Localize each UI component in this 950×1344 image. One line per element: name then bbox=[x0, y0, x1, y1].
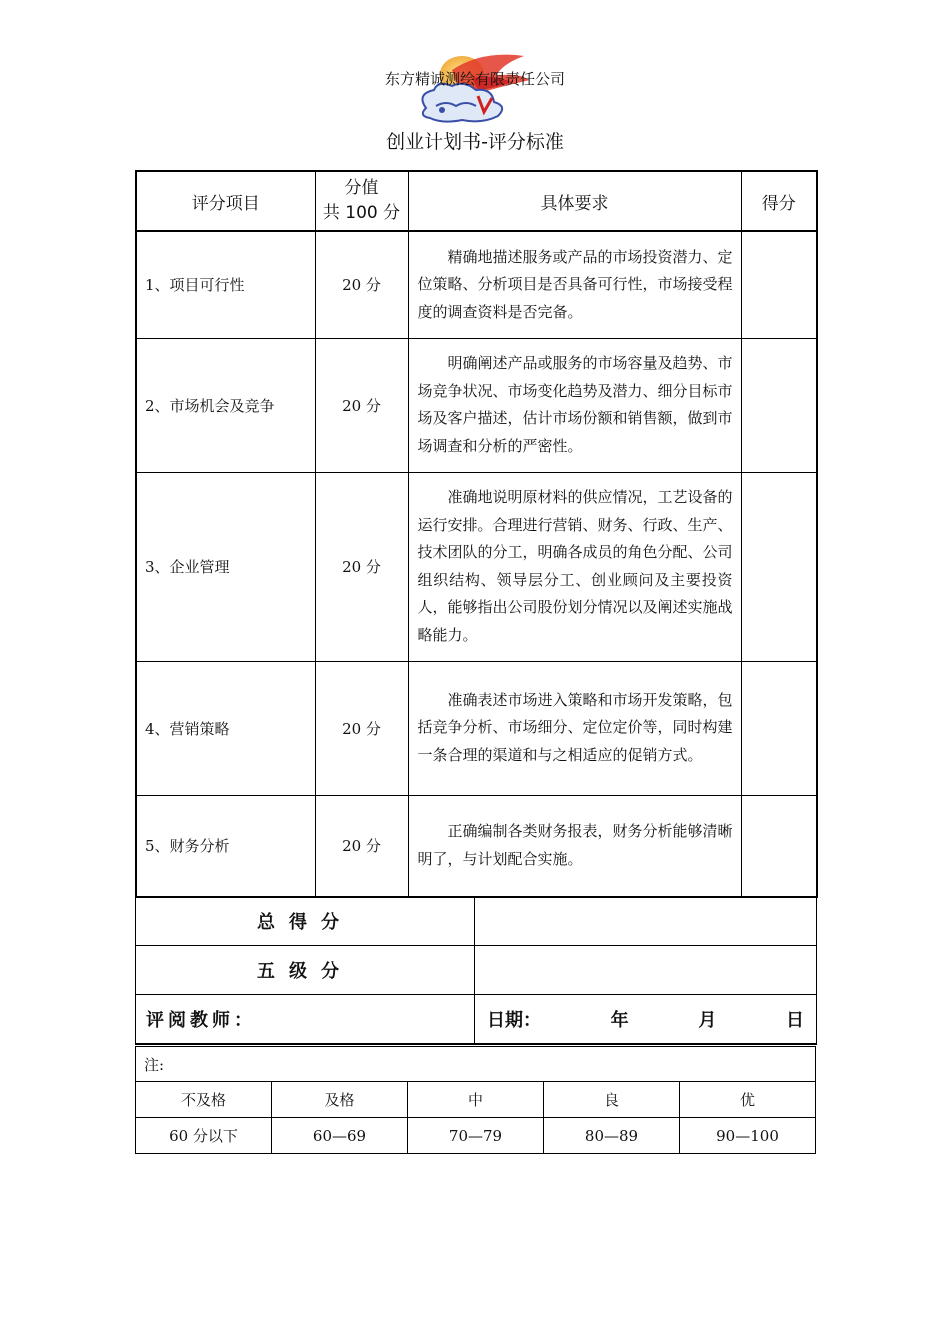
note-row bbox=[136, 1047, 816, 1082]
company-logo-icon bbox=[412, 50, 542, 128]
grade-range: 60—69 bbox=[272, 1118, 408, 1154]
document-title: 创业计划书-评分标准 bbox=[386, 131, 564, 153]
score-cell[interactable] bbox=[741, 338, 817, 472]
grade-level: 中 bbox=[408, 1082, 544, 1118]
level-score-row bbox=[136, 946, 817, 995]
grade-level: 不及格 bbox=[136, 1082, 272, 1118]
row-points: 20 分 bbox=[315, 661, 408, 795]
summary-table bbox=[135, 896, 817, 1045]
table-row bbox=[136, 661, 817, 795]
date-label: 日期： bbox=[487, 1010, 541, 1031]
grade-range: 60 分以下 bbox=[136, 1118, 272, 1154]
row-item: 5、财务分析 bbox=[136, 795, 315, 897]
grade-range: 70—79 bbox=[408, 1118, 544, 1154]
company-name: 东方精诚测绘有限责任公司 bbox=[384, 70, 565, 88]
total-score-field[interactable] bbox=[475, 897, 817, 946]
row-requirement bbox=[408, 472, 741, 661]
row-requirement bbox=[408, 338, 741, 472]
row-requirement bbox=[408, 795, 741, 897]
row-item: 1、项目可行性 bbox=[136, 231, 315, 338]
table-header-row bbox=[136, 171, 817, 231]
row-item: 2、市场机会及竞争 bbox=[136, 338, 315, 472]
date-day: 日 bbox=[785, 1010, 804, 1031]
table-row bbox=[136, 231, 817, 338]
grade-range: 90—100 bbox=[680, 1118, 816, 1154]
score-cell[interactable] bbox=[741, 472, 817, 661]
header-item: 评分项目 bbox=[136, 171, 315, 231]
table-row bbox=[136, 338, 817, 472]
date-month: 月 bbox=[698, 1010, 717, 1031]
row-item: 4、营销策略 bbox=[136, 661, 315, 795]
grade-level: 优 bbox=[680, 1082, 816, 1118]
requirement-text: 明确阐述产品或服务的市场容量及趋势、市场竞争状况、市场变化趋势及潜力、细分目标市场及客户描述，估计市场份额和销售额，做到市场调查和分析的严密性。 bbox=[417, 354, 733, 455]
requirement-text: 正确编制各类财务报表，财务分析能够清晰明了，与计划配合实施。 bbox=[417, 822, 733, 868]
header-score-line2: 共 100 分 bbox=[322, 203, 401, 223]
header-score bbox=[315, 171, 408, 231]
requirement-text: 精确地描述服务或产品的市场投资潜力、定位策略、分析项目是否具备可行性，市场接受程度的调查资料是否完备。 bbox=[417, 247, 733, 321]
row-requirement bbox=[408, 231, 741, 338]
header-requirement: 具体要求 bbox=[408, 171, 741, 231]
row-item: 3、企业管理 bbox=[136, 472, 315, 661]
header-score-line1: 分值 bbox=[344, 178, 379, 198]
grade-level-row bbox=[136, 1082, 816, 1118]
note-label: 注: bbox=[136, 1047, 816, 1082]
row-points: 20 分 bbox=[315, 795, 408, 897]
row-points: 20 分 bbox=[315, 472, 408, 661]
grade-range-row bbox=[136, 1118, 816, 1154]
grade-range: 80—89 bbox=[544, 1118, 680, 1154]
reviewer-label: 评阅教师： bbox=[146, 1010, 256, 1031]
table-row bbox=[136, 472, 817, 661]
grade-levels-table bbox=[135, 1046, 816, 1154]
total-score-row bbox=[136, 897, 817, 946]
level-score-field[interactable] bbox=[475, 946, 817, 995]
score-cell[interactable] bbox=[741, 661, 817, 795]
reviewer-row bbox=[136, 995, 817, 1045]
requirement-text: 准确表述市场进入策略和市场开发策略，包括竞争分析、市场细分、定位定价等，同时构建一条合理的渠道和与之相适应的促销方式。 bbox=[417, 690, 733, 764]
grade-level: 良 bbox=[544, 1082, 680, 1118]
header-result: 得分 bbox=[741, 171, 817, 231]
requirement-text: 准确地说明原材料的供应情况，工艺设备的运行安排。合理进行营销、财务、行政、生产、技术团队的分工，明确各成员的角色分配、公司组织结构、领导层分工、创业顾问及主要投资人，能够指出公司股份划分情况以及阐述实施战略能力。 bbox=[417, 488, 733, 644]
date-field[interactable] bbox=[475, 995, 817, 1045]
score-cell[interactable] bbox=[741, 231, 817, 338]
row-points: 20 分 bbox=[315, 338, 408, 472]
grade-level: 及格 bbox=[272, 1082, 408, 1118]
table-row bbox=[136, 795, 817, 897]
row-points: 20 分 bbox=[315, 231, 408, 338]
date-year: 年 bbox=[610, 1010, 629, 1031]
reviewer-field[interactable] bbox=[136, 995, 475, 1045]
level-score-label: 五级分 bbox=[136, 946, 475, 995]
scoring-table bbox=[135, 170, 818, 898]
score-cell[interactable] bbox=[741, 795, 817, 897]
total-score-label: 总得分 bbox=[136, 897, 475, 946]
row-requirement bbox=[408, 661, 741, 795]
